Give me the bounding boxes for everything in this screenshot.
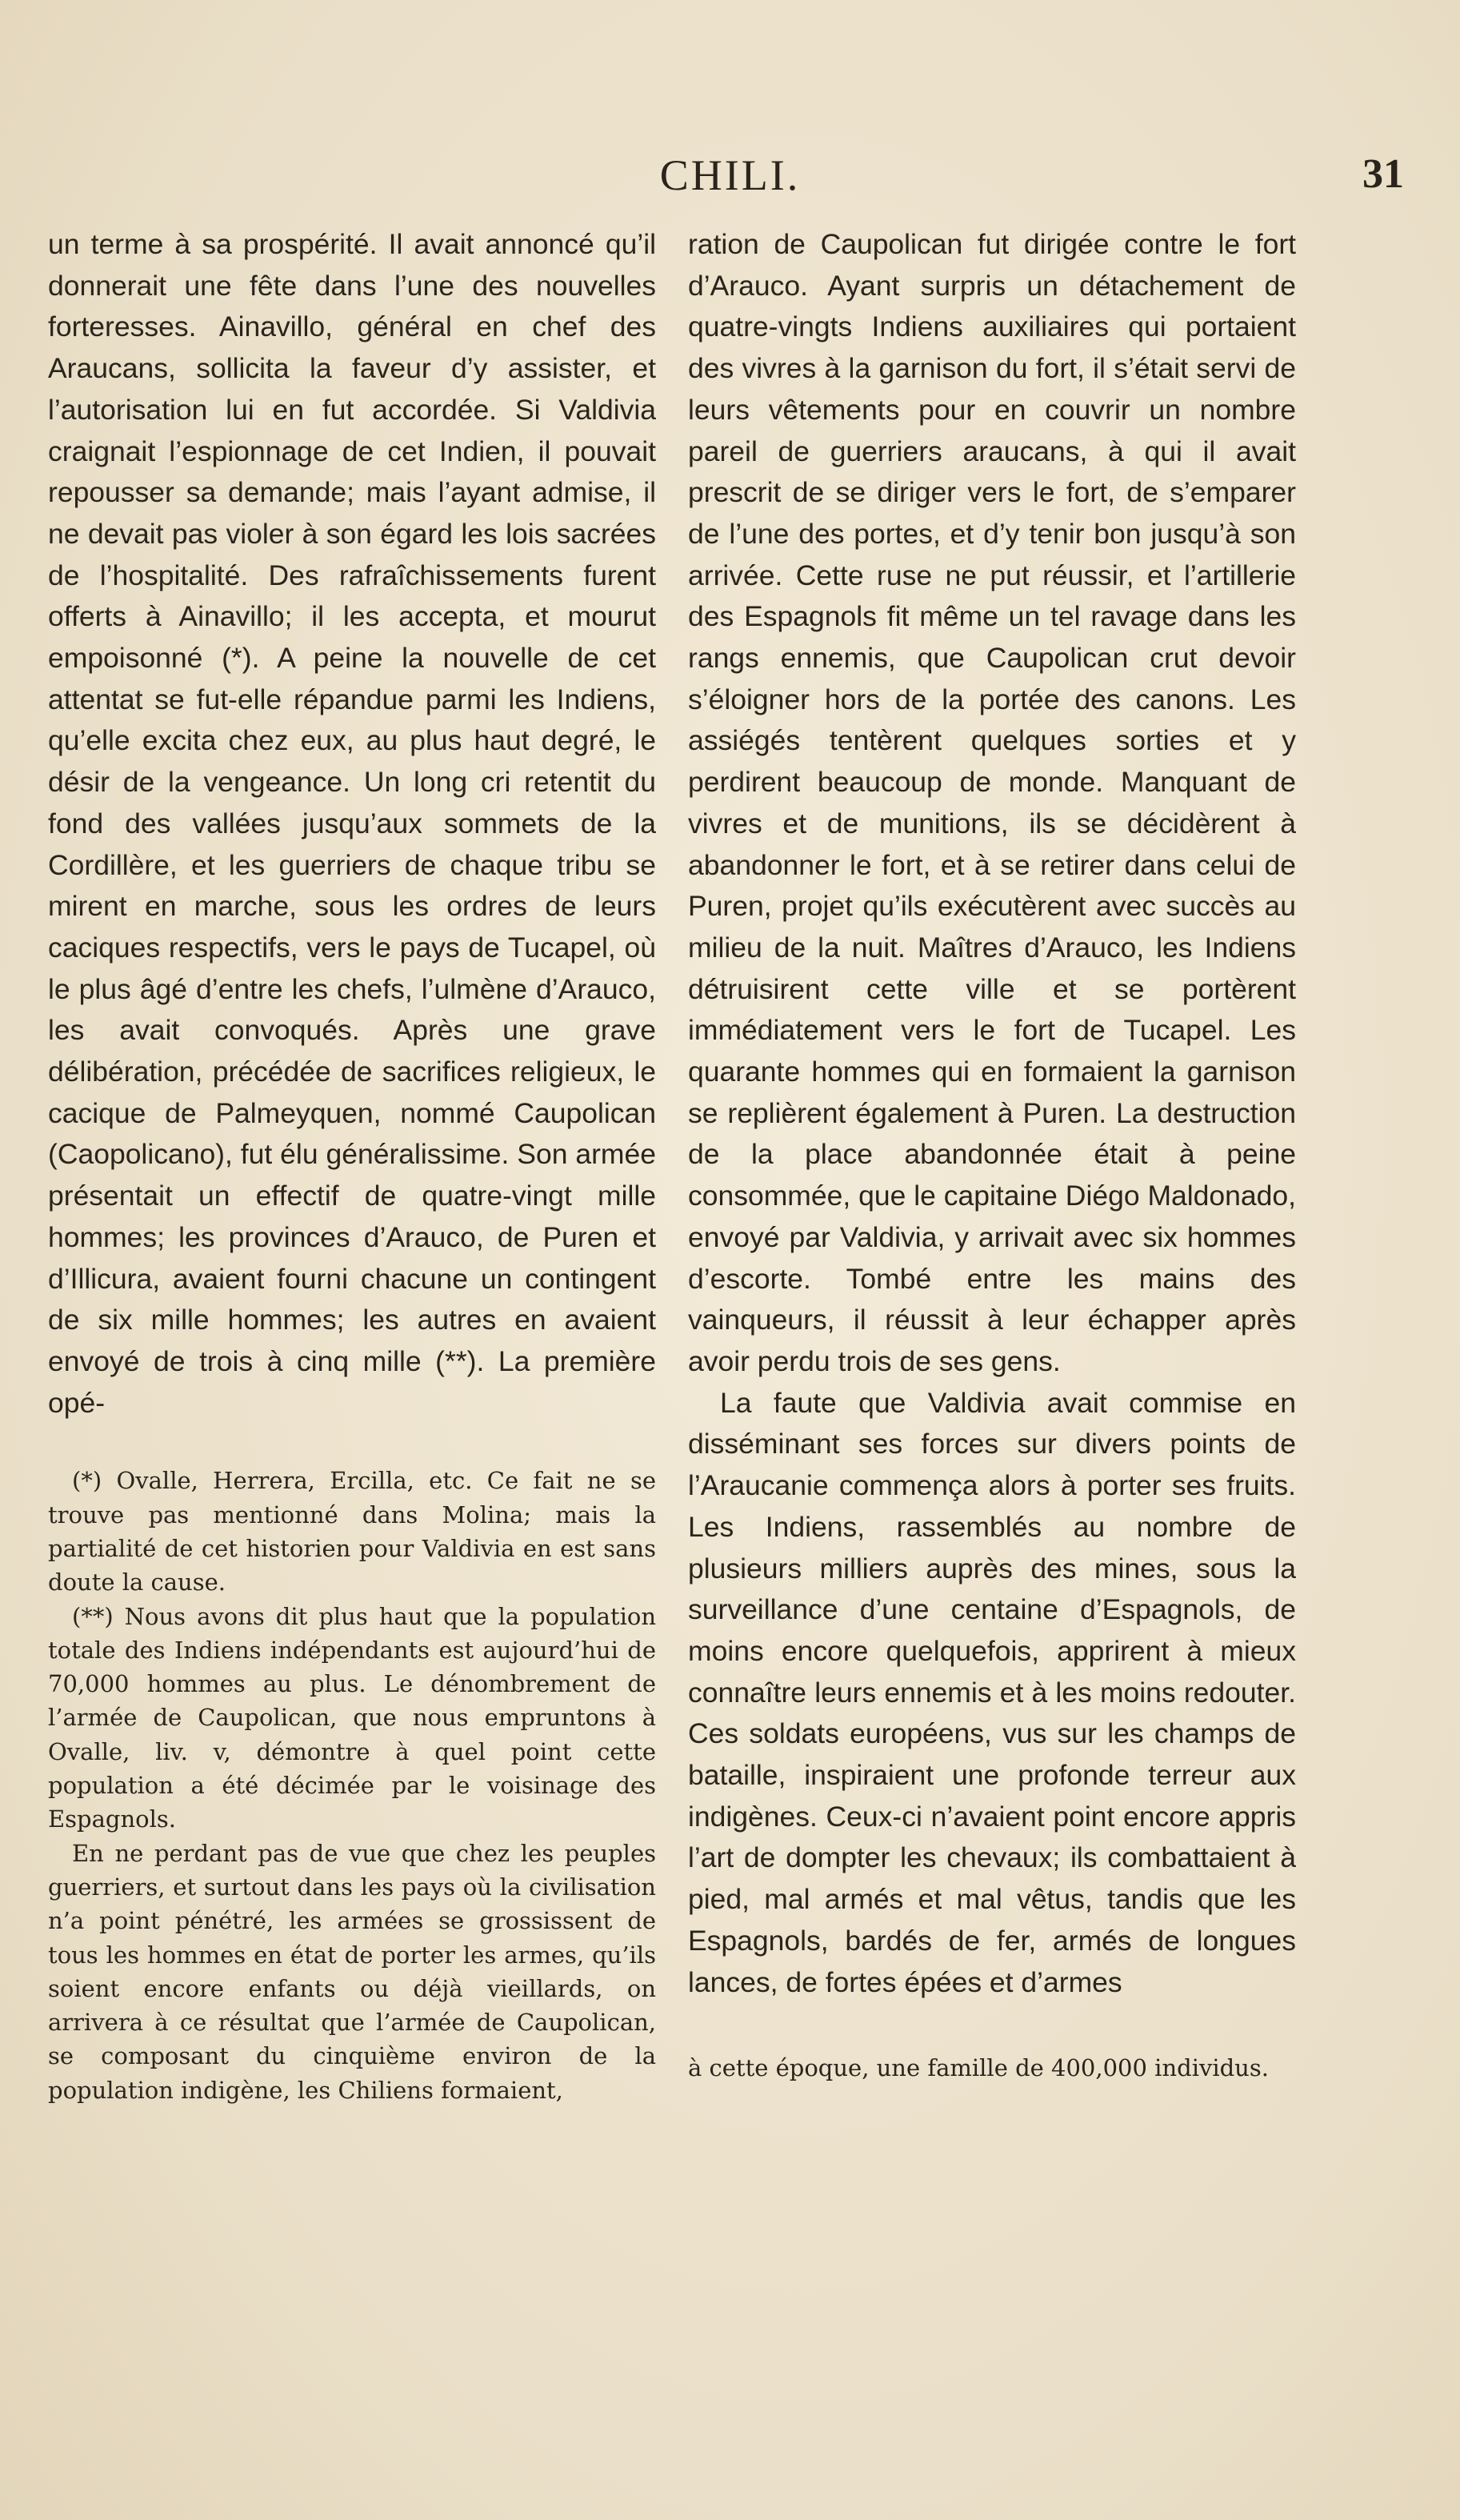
left-column [48, 224, 656, 2107]
footnote-continuation: à cette époque, une famille de 400,000 individus. [688, 2054, 1269, 2082]
footnote-2-continued: En ne perdant pas de vue que chez les peuples guerriers, et surtout dans les pays où la civilisation n’a point pénétré, les armées se grossissent de tous les hommes en état de porter les armes, qu’ils soient encore enfants ou déjà vieillards, on arrivera à ce résultat que l’armée de Caupolican, se composant du cinquième environ de la population indigène, les Chiliens formaient, [48, 1839, 656, 2104]
page-header [48, 150, 1412, 206]
running-head: CHILI. [659, 151, 801, 199]
left-footnotes [48, 1464, 656, 2107]
right-column [688, 224, 1296, 2085]
page-number: 31 [1362, 151, 1404, 197]
footnote-2: (**) Nous avons dit plus haut que la population totale des Indiens indépendants est aujourd’hui de 70,000 hommes au plus. Le dénombrement de l’armée de Caupolican, que nous empruntons à Ovalle, liv. v, démontre à quel point cette population a été décimée par le voisinage des Espagnols. [48, 1602, 656, 1833]
footnote-1: (*) Ovalle, Herrera, Ercilla, etc. Ce fait ne se trouve pas mentionné dans Molina; mais la partialité de cet historien pour Valdivia en est sans doute la cause. [48, 1467, 656, 1597]
right-footnote [688, 2051, 1296, 2085]
right-body-paragraph-1: ration de Caupolican fut dirigée contre le fort d’Arauco. Ayant surpris un détachement de quatre-vingts Indiens auxiliaires qui portaient des vivres à la garnison du fort, il s’était servi de leurs vêtements pour en couvrir un nombre pareil de guerriers araucans, à qui il avait prescrit de se diriger vers le fort, de s’emparer de l’une des portes, et d’y tenir bon jusqu’à son arrivée. Cette ruse ne put réussir, et l’artillerie des Espagnols fit même un tel ravage dans les rangs ennemis, que Caupolican crut devoir s’éloigner hors de la portée des canons. Les assiégés tentèrent quelques sorties et y perdirent beaucoup de monde. Manquant de vivres et de munitions, ils se décidèrent à abandonner le fort, et à se retirer dans celui de Puren, projet qu’ils exécutèrent avec succès au milieu de la nuit. Maîtres d’Arauco, les Indiens détruisirent cette ville et se portèrent immédiatement vers le fort de Tucapel. Les quarante hommes qui en formaient la garnison se replièrent également à Puren. La destruction de la place abandonnée était à peine consommée, que le capitaine Diégo Maldonado, envoyé par Valdivia, y arrivait avec six hommes d’escorte. Tombé entre les mains des vainqueurs, il réussit à leur échapper après avoir perdu trois de ses gens. [688, 228, 1296, 1377]
right-body-paragraph-2: La faute que Valdivia avait commise en disséminant ses forces sur divers points de l’Araucanie commença alors à porter ses fruits. Les Indiens, rassemblés au nombre de plusieurs milliers auprès des mines, sous la surveillance d’une centaine d’Espagnols, de moins encore quelquefois, apprirent à mieux connaître leurs ennemis et à les moins redouter. Ces soldats européens, vus sur les champs de bataille, inspiraient une profonde terreur aux indigènes. Ceux-ci n’avaient point encore appris l’art de dompter les chevaux; ils combattaient à pied, mal armés et mal vêtus, tandis que les Espagnols, bardés de fer, armés de longues lances, de fortes épées et d’armes [688, 1386, 1296, 1998]
left-body-paragraph: un terme à sa prospérité. Il avait annoncé qu’il donnerait une fête dans l’une des nouvelles forteresses. Ainavillo, général en chef des Araucans, sollicita la faveur d’y assister, et l’autorisation lui en fut accordée. Si Valdivia craignait l’espionnage de cet Indien, il pouvait repousser sa demande; mais l’ayant admise, il ne devait pas violer à son égard les lois sacrées de l’hospitalité. Des rafraîchissements furent offerts à Ainavillo; il les accepta, et mourut empoisonné (*). A peine la nouvelle de cet attentat se fut-elle répandue parmi les Indiens, qu’elle excita chez eux, au plus haut degré, le désir de la vengeance. Un long cri retentit du fond des vallées jusqu’aux sommets de la Cordillère, et les guerriers de chaque tribu se mirent en marche, sous les ordres de leurs caciques respectifs, vers le pays de Tucapel, où le plus âgé d’entre les chefs, l’ulmène d’Arauco, les avait convoqués. Après une grave délibération, précédée de sacrifices religieux, le cacique de Palmeyquen, nommé Caupolican (Caopolicano), fut élu généralissime. Son armée présentait un effectif de quatre-vingt mille hommes; les provinces d’Arauco, de Puren et d’Illicura, avaient fourni chacune un contingent de six mille hommes; les autres en avaient envoyé de trois à cinq mille (**). La première opé- [48, 228, 656, 1419]
